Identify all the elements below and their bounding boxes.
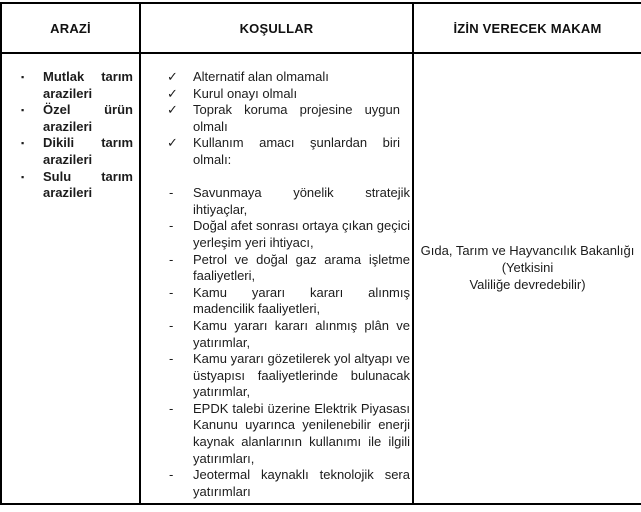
list-item bbox=[141, 86, 412, 103]
dash-bullet-icon: - bbox=[169, 251, 174, 267]
condition-check-list bbox=[141, 69, 412, 169]
purpose-label: Petrol ve doğal gaz arama işletme faaliyetleri, bbox=[193, 251, 410, 284]
header-cell-kosullar bbox=[141, 4, 414, 54]
square-bullet-icon: ▪ bbox=[21, 138, 25, 149]
column-title: KOŞULLAR bbox=[239, 20, 314, 36]
cell-makam bbox=[414, 54, 641, 503]
dash-bullet-icon: - bbox=[169, 185, 174, 201]
list-item bbox=[141, 185, 412, 218]
purpose-label: EPDK talebi üzerine Elektrik Piyasası Kanunu uyarınca yenilenebilir enerji kaynak alanlarının kullanımı ile ilgili yatırımları, bbox=[193, 400, 410, 466]
purpose-label: Doğal afet sonrası ortaya çıkan geçici yerleşim yeri ihtiyacı, bbox=[193, 218, 410, 250]
checkmark-icon: ✓ bbox=[167, 102, 178, 118]
list-item bbox=[2, 102, 133, 135]
square-bullet-icon: ▪ bbox=[21, 171, 25, 182]
authority-note-line1: (Yetkisini bbox=[501, 259, 554, 275]
checkmark-icon: ✓ bbox=[167, 135, 178, 151]
checkmark-icon: ✓ bbox=[167, 69, 178, 84]
condition-label: Alternatif alan olmamalı bbox=[193, 69, 329, 84]
list-item bbox=[2, 135, 133, 168]
header-cell-makam bbox=[414, 4, 641, 54]
list-item bbox=[141, 318, 412, 351]
dash-bullet-icon: - bbox=[169, 351, 174, 367]
list-item bbox=[141, 69, 412, 86]
purpose-label: Savunmaya yönelik stratejik ihtiyaçlar, bbox=[193, 185, 410, 217]
list-item bbox=[141, 285, 412, 318]
arazi-item-label: Dikili tarım arazileri bbox=[43, 135, 133, 167]
list-item bbox=[141, 135, 412, 168]
dash-bullet-icon: - bbox=[169, 400, 174, 416]
list-item bbox=[141, 351, 412, 401]
cell-arazi bbox=[2, 54, 141, 503]
purpose-label: Jeotermal kaynaklı teknolojik sera yatırımları bbox=[193, 467, 410, 499]
square-bullet-icon: ▪ bbox=[21, 105, 25, 116]
column-title: ARAZİ bbox=[50, 20, 91, 36]
checkmark-icon: ✓ bbox=[167, 85, 178, 101]
condition-label: Kullanım amacı şunlardan biri olmalı: bbox=[193, 135, 400, 167]
list-item bbox=[141, 218, 412, 251]
list-item bbox=[2, 69, 133, 102]
condition-label: Kurul onayı olmalı bbox=[193, 85, 298, 101]
cell-kosullar bbox=[141, 54, 414, 503]
purpose-label: Kamu yararı kararı alınmış madencilik faaliyetleri, bbox=[193, 284, 410, 317]
purpose-label: Kamu yararı kararı alınmış plân ve yatırımlar, bbox=[193, 317, 410, 350]
arazi-item-label: Sulu tarım arazileri bbox=[43, 168, 133, 201]
list-item bbox=[2, 169, 133, 202]
permissions-table bbox=[0, 2, 641, 505]
list-item bbox=[141, 252, 412, 285]
dash-bullet-icon: - bbox=[169, 218, 174, 234]
list-item bbox=[141, 467, 412, 500]
arazi-item-label: Mutlak tarım arazileri bbox=[43, 69, 133, 101]
column-title: İZİN VERECEK MAKAM bbox=[453, 20, 602, 36]
dash-bullet-icon: - bbox=[169, 284, 174, 300]
arazi-item-label: Özel ürün arazileri bbox=[43, 102, 133, 134]
condition-label: Toprak koruma projesine uygun olmalı bbox=[193, 102, 400, 134]
authority-note-line2: Valiliğe devredebilir) bbox=[469, 277, 586, 293]
usage-purpose-list bbox=[141, 185, 412, 500]
header-cell-arazi bbox=[2, 4, 141, 54]
square-bullet-icon: ▪ bbox=[21, 72, 25, 82]
dash-bullet-icon: - bbox=[169, 317, 174, 333]
authority-name: Gıda, Tarım ve Hayvancılık Bakanlığı bbox=[420, 242, 635, 258]
list-item bbox=[141, 401, 412, 467]
dash-bullet-icon: - bbox=[169, 467, 174, 483]
purpose-label: Kamu yararı gözetilerek yol altyapı ve üstyapısı faaliyetlerinde bulunacak yatırımlar, bbox=[193, 351, 410, 400]
list-item bbox=[141, 102, 412, 135]
